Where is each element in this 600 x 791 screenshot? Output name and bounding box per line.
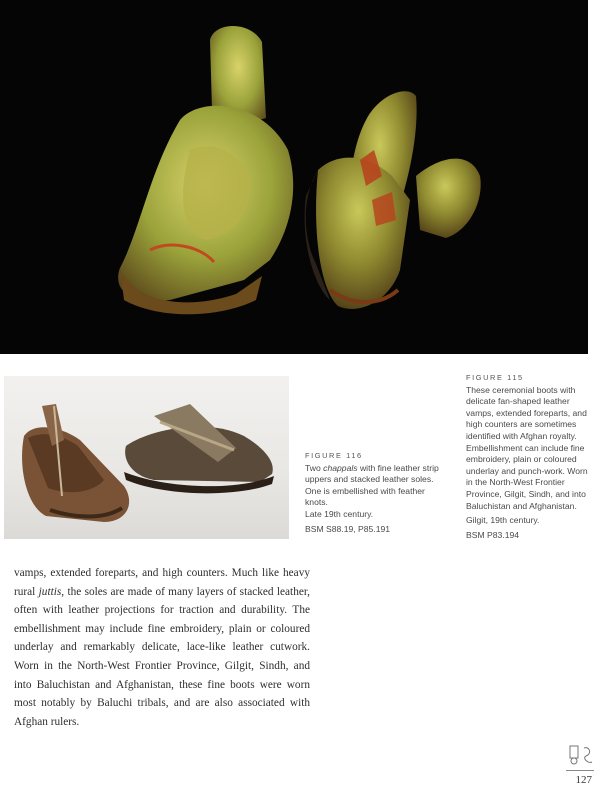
footer-rule bbox=[566, 770, 594, 771]
body-text-part-2: , the soles are made of many layers of stacked leather, often with leather projections for traction and durability. The embellishment may include fine embroidery, plain or coloured underlay and remarkably delicate, lace-like leather cutwork. Worn in the North-West Frontier Province, Gilgit, Sindh, and into Baluchistan and Afghanistan, these fine boots were worn most notably by Baluchi tribals, and are also associated with Afghan rulers. bbox=[14, 585, 310, 728]
body-paragraph bbox=[14, 564, 310, 731]
left-boot bbox=[118, 26, 293, 314]
figure-116-date: Late 19th century. bbox=[305, 508, 374, 519]
left-chappal bbox=[22, 404, 129, 522]
body-text-part-1: vamps, extended foreparts, and high counters. Much like heavy rural bbox=[14, 567, 310, 598]
figure-116-label: FIGURE 116 bbox=[305, 451, 363, 460]
figure-115-ref: BSM P83.194 bbox=[466, 529, 520, 540]
figure-116-text bbox=[305, 463, 440, 509]
figure-116-caption bbox=[305, 450, 440, 535]
right-boot bbox=[305, 91, 481, 309]
figure-115-text: These ceremonial boots with delicate fan-shaped leather vamps, extended foreparts, and high counters are sometimes identified with Afghan royalty. Embellishment can include fine embroidery, plain or coloured underlay and punch-work. Worn in the North-West Frontier Province, Gilgit, Sindh, and into Baluchistan and Afghanistan. bbox=[466, 384, 588, 511]
right-chappal bbox=[124, 404, 274, 493]
ornament-icon bbox=[566, 744, 596, 766]
body-term-juttis: juttis bbox=[38, 585, 62, 598]
chappals-photograph bbox=[4, 376, 289, 539]
figure-115-caption bbox=[466, 372, 592, 541]
figure-116-text-end: with fine leather strip uppers and stacked leather soles. One is embellished with feather knots. bbox=[305, 462, 439, 508]
boots-illustration bbox=[0, 0, 588, 354]
page-number: 127 bbox=[575, 774, 592, 786]
figure-115-label: FIGURE 115 bbox=[466, 373, 524, 382]
chappals-illustration bbox=[4, 376, 289, 539]
figure-116-ref: BSM S88.19, P85.191 bbox=[305, 523, 391, 534]
boots-photograph bbox=[0, 0, 588, 354]
figure-115-date: Gilgit, 19th century. bbox=[466, 515, 540, 526]
figure-116-text-start: Two bbox=[305, 462, 324, 473]
figure-116-term: chappals bbox=[323, 462, 358, 473]
